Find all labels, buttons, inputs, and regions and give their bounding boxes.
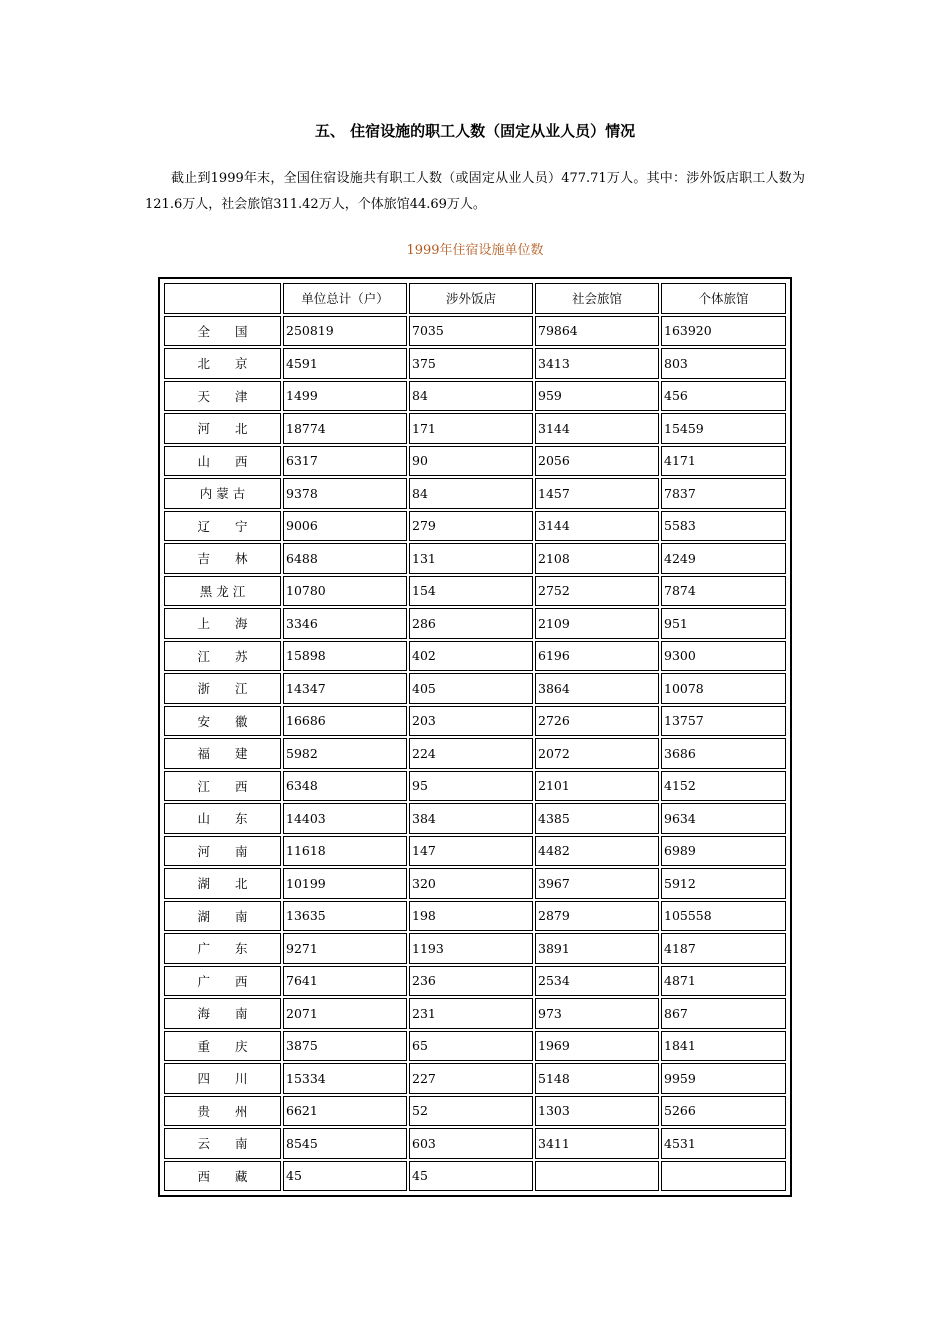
total-cell: 10199 (283, 868, 407, 899)
social-hostels-cell: 2108 (535, 543, 659, 574)
region-cell: 广 东 (164, 933, 281, 964)
region-cell: 江 西 (164, 771, 281, 802)
social-hostels-cell: 973 (535, 998, 659, 1029)
table-row (164, 803, 786, 834)
private-hostels-cell: 163920 (661, 316, 786, 347)
total-cell: 9378 (283, 478, 407, 509)
total-cell: 2071 (283, 998, 407, 1029)
region-cell: 北 京 (164, 348, 281, 379)
private-hostels-cell: 4531 (661, 1128, 786, 1159)
social-hostels-cell: 6196 (535, 641, 659, 672)
foreign-hotels-cell: 65 (409, 1031, 533, 1062)
region-cell: 山 东 (164, 803, 281, 834)
region-cell: 云 南 (164, 1128, 281, 1159)
foreign-hotels-cell: 154 (409, 576, 533, 607)
region-cell: 浙 江 (164, 673, 281, 704)
table-row (164, 771, 786, 802)
social-hostels-cell: 3413 (535, 348, 659, 379)
private-hostels-cell: 7874 (661, 576, 786, 607)
table-row (164, 641, 786, 672)
table-header-row (164, 283, 786, 314)
social-hostels-cell: 3144 (535, 413, 659, 444)
social-hostels-cell: 2879 (535, 901, 659, 932)
table-row (164, 381, 786, 412)
total-cell: 4591 (283, 348, 407, 379)
foreign-hotels-cell: 45 (409, 1161, 533, 1192)
private-hostels-cell: 10078 (661, 673, 786, 704)
foreign-hotels-cell: 231 (409, 998, 533, 1029)
social-hostels-cell: 79864 (535, 316, 659, 347)
foreign-hotels-cell: 405 (409, 673, 533, 704)
social-hostels-cell: 3144 (535, 511, 659, 542)
table-row (164, 901, 786, 932)
table-row (164, 576, 786, 607)
region-cell: 辽 宁 (164, 511, 281, 542)
social-hostels-cell: 3864 (535, 673, 659, 704)
foreign-hotels-cell: 236 (409, 966, 533, 997)
private-hostels-cell: 5912 (661, 868, 786, 899)
region-cell: 黑 龙 江 (164, 576, 281, 607)
table-row (164, 1128, 786, 1159)
total-cell: 14403 (283, 803, 407, 834)
total-cell: 6621 (283, 1096, 407, 1127)
header-cell-foreign-hotels: 涉外饭店 (409, 283, 533, 314)
foreign-hotels-cell: 90 (409, 446, 533, 477)
foreign-hotels-cell: 384 (409, 803, 533, 834)
region-cell: 吉 林 (164, 543, 281, 574)
foreign-hotels-cell: 95 (409, 771, 533, 802)
total-cell: 45 (283, 1161, 407, 1192)
private-hostels-cell: 867 (661, 998, 786, 1029)
total-cell: 3875 (283, 1031, 407, 1062)
table-row (164, 868, 786, 899)
region-cell: 内 蒙 古 (164, 478, 281, 509)
total-cell: 14347 (283, 673, 407, 704)
region-cell: 海 南 (164, 998, 281, 1029)
total-cell: 3346 (283, 608, 407, 639)
region-cell: 广 西 (164, 966, 281, 997)
table-row (164, 1063, 786, 1094)
table-row (164, 511, 786, 542)
social-hostels-cell: 1303 (535, 1096, 659, 1127)
lodging-table-frame (158, 277, 792, 1197)
social-hostels-cell: 4482 (535, 836, 659, 867)
private-hostels-cell: 4152 (661, 771, 786, 802)
region-cell: 江 苏 (164, 641, 281, 672)
total-cell: 250819 (283, 316, 407, 347)
total-cell: 15334 (283, 1063, 407, 1094)
private-hostels-cell: 4171 (661, 446, 786, 477)
region-cell: 西 藏 (164, 1161, 281, 1192)
total-cell: 5982 (283, 738, 407, 769)
total-cell: 16686 (283, 706, 407, 737)
private-hostels-cell: 456 (661, 381, 786, 412)
private-hostels-cell: 5266 (661, 1096, 786, 1127)
table-row (164, 1096, 786, 1127)
private-hostels-cell: 15459 (661, 413, 786, 444)
region-cell: 安 徽 (164, 706, 281, 737)
table-row (164, 836, 786, 867)
table-caption: 1999年住宿设施单位数 (406, 243, 544, 258)
foreign-hotels-cell: 402 (409, 641, 533, 672)
social-hostels-cell: 2109 (535, 608, 659, 639)
foreign-hotels-cell: 603 (409, 1128, 533, 1159)
private-hostels-cell: 5583 (661, 511, 786, 542)
foreign-hotels-cell: 203 (409, 706, 533, 737)
private-hostels-cell (661, 1161, 786, 1192)
table-body (164, 316, 786, 1192)
private-hostels-cell: 9300 (661, 641, 786, 672)
region-cell: 福 建 (164, 738, 281, 769)
private-hostels-cell: 951 (661, 608, 786, 639)
total-cell: 11618 (283, 836, 407, 867)
social-hostels-cell: 3967 (535, 868, 659, 899)
region-cell: 河 北 (164, 413, 281, 444)
social-hostels-cell: 2752 (535, 576, 659, 607)
table-row (164, 1161, 786, 1192)
social-hostels-cell (535, 1161, 659, 1192)
total-cell: 10780 (283, 576, 407, 607)
foreign-hotels-cell: 224 (409, 738, 533, 769)
total-cell: 8545 (283, 1128, 407, 1159)
private-hostels-cell: 4187 (661, 933, 786, 964)
foreign-hotels-cell: 171 (409, 413, 533, 444)
total-cell: 18774 (283, 413, 407, 444)
region-cell: 河 南 (164, 836, 281, 867)
social-hostels-cell: 2072 (535, 738, 659, 769)
private-hostels-cell: 803 (661, 348, 786, 379)
table-row (164, 673, 786, 704)
table-row (164, 543, 786, 574)
foreign-hotels-cell: 84 (409, 381, 533, 412)
table-row (164, 966, 786, 997)
foreign-hotels-cell: 375 (409, 348, 533, 379)
private-hostels-cell: 6989 (661, 836, 786, 867)
private-hostels-cell: 4249 (661, 543, 786, 574)
foreign-hotels-cell: 147 (409, 836, 533, 867)
social-hostels-cell: 5148 (535, 1063, 659, 1094)
social-hostels-cell: 959 (535, 381, 659, 412)
lodging-table (162, 281, 788, 1193)
header-cell-region (164, 283, 281, 314)
table-row (164, 933, 786, 964)
table-row (164, 608, 786, 639)
foreign-hotels-cell: 84 (409, 478, 533, 509)
private-hostels-cell: 3686 (661, 738, 786, 769)
social-hostels-cell: 2534 (535, 966, 659, 997)
table-row (164, 738, 786, 769)
region-cell: 湖 北 (164, 868, 281, 899)
header-cell-total: 单位总计（户） (283, 283, 407, 314)
table-row (164, 706, 786, 737)
total-cell: 13635 (283, 901, 407, 932)
header-cell-social-hostels: 社会旅馆 (535, 283, 659, 314)
total-cell: 6488 (283, 543, 407, 574)
private-hostels-cell: 9959 (661, 1063, 786, 1094)
total-cell: 6348 (283, 771, 407, 802)
private-hostels-cell: 9634 (661, 803, 786, 834)
private-hostels-cell: 13757 (661, 706, 786, 737)
section-heading: 五、 住宿设施的职工人数（固定从业人员）情况 (314, 122, 636, 140)
region-cell: 山 西 (164, 446, 281, 477)
total-cell: 6317 (283, 446, 407, 477)
foreign-hotels-cell: 1193 (409, 933, 533, 964)
header-cell-private-hostels: 个体旅馆 (661, 283, 786, 314)
total-cell: 9271 (283, 933, 407, 964)
foreign-hotels-cell: 320 (409, 868, 533, 899)
table-row (164, 998, 786, 1029)
social-hostels-cell: 1457 (535, 478, 659, 509)
table-row (164, 478, 786, 509)
table-row (164, 348, 786, 379)
social-hostels-cell: 1969 (535, 1031, 659, 1062)
table-row (164, 1031, 786, 1062)
social-hostels-cell: 2726 (535, 706, 659, 737)
region-cell: 贵 州 (164, 1096, 281, 1127)
region-cell: 全 国 (164, 316, 281, 347)
region-cell: 天 津 (164, 381, 281, 412)
foreign-hotels-cell: 279 (409, 511, 533, 542)
table-row (164, 446, 786, 477)
foreign-hotels-cell: 131 (409, 543, 533, 574)
foreign-hotels-cell: 286 (409, 608, 533, 639)
foreign-hotels-cell: 7035 (409, 316, 533, 347)
private-hostels-cell: 105558 (661, 901, 786, 932)
region-cell: 重 庆 (164, 1031, 281, 1062)
summary-paragraph: 截止到1999年末，全国住宿设施共有职工人数（或固定从业人员）477.71万人。其中：涉外饭店职工人数为121.6万人，社会旅馆311.42万人，个体旅馆44.69万人。 (145, 171, 805, 212)
private-hostels-cell: 4871 (661, 966, 786, 997)
social-hostels-cell: 4385 (535, 803, 659, 834)
social-hostels-cell: 2101 (535, 771, 659, 802)
table-row (164, 316, 786, 347)
social-hostels-cell: 3891 (535, 933, 659, 964)
total-cell: 9006 (283, 511, 407, 542)
region-cell: 上 海 (164, 608, 281, 639)
social-hostels-cell: 2056 (535, 446, 659, 477)
region-cell: 湖 南 (164, 901, 281, 932)
total-cell: 7641 (283, 966, 407, 997)
foreign-hotels-cell: 52 (409, 1096, 533, 1127)
foreign-hotels-cell: 198 (409, 901, 533, 932)
foreign-hotels-cell: 227 (409, 1063, 533, 1094)
social-hostels-cell: 3411 (535, 1128, 659, 1159)
total-cell: 1499 (283, 381, 407, 412)
private-hostels-cell: 1841 (661, 1031, 786, 1062)
private-hostels-cell: 7837 (661, 478, 786, 509)
region-cell: 四 川 (164, 1063, 281, 1094)
total-cell: 15898 (283, 641, 407, 672)
table-row (164, 413, 786, 444)
